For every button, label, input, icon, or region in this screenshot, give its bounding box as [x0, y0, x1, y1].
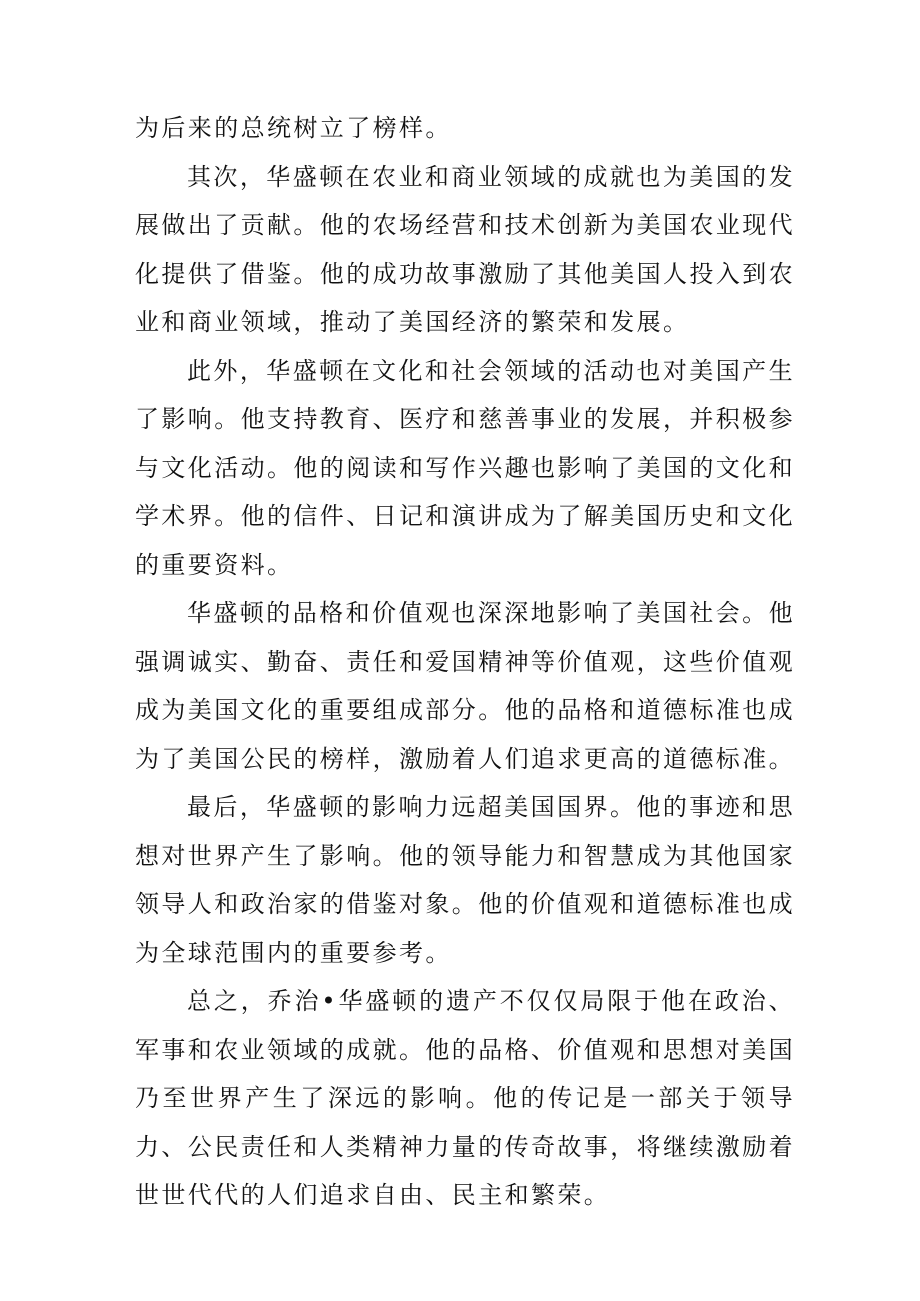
paragraph-continuation: 为后来的总统树立了榜样。 — [135, 114, 452, 142]
paragraph-conclusion: 总之，乔治•华盛顿的遗产不仅仅局限于他在政治、军事和农业领域的成就。他的品格、价值观和思想对美国乃至世界产生了深远的影响。他的传记是一部关于领导力、公民责任和人类精神力量的传奇故事，将继续激励着世世代代的人们追求自由、民主和繁荣。 — [135, 987, 795, 1209]
document-body — [135, 104, 795, 1220]
paragraph-culture-society: 此外，华盛顿在文化和社会领域的活动也对美国产生了影响。他支持教育、医疗和慈善事业的发展，并积极参与文化活动。他的阅读和写作兴趣也影响了美国的文化和学术界。他的信件、日记和演讲成为了解美国历史和文化的重要资料。 — [135, 356, 795, 579]
paragraph-global-influence: 最后，华盛顿的影响力远超美国国界。他的事迹和思想对世界产生了影响。他的领导能力和智慧成为其他国家领导人和政治家的借鉴对象。他的价值观和道德标准也成为全球范围内的重要参考。 — [135, 793, 795, 967]
paragraph-character-values: 华盛顿的品格和价值观也深深地影响了美国社会。他强调诚实、勤奋、责任和爱国精神等价值观，这些价值观成为美国文化的重要组成部分。他的品格和道德标准也成为了美国公民的榜样，激励着人们追求更高的道德标准。 — [135, 599, 795, 773]
paragraph-agriculture-commerce: 其次，华盛顿在农业和商业领域的成就也为美国的发展做出了贡献。他的农场经营和技术创新为美国农业现代化提供了借鉴。他的成功故事激励了其他美国人投入到农业和商业领域，推动了美国经济的繁荣和发展。 — [135, 162, 795, 336]
